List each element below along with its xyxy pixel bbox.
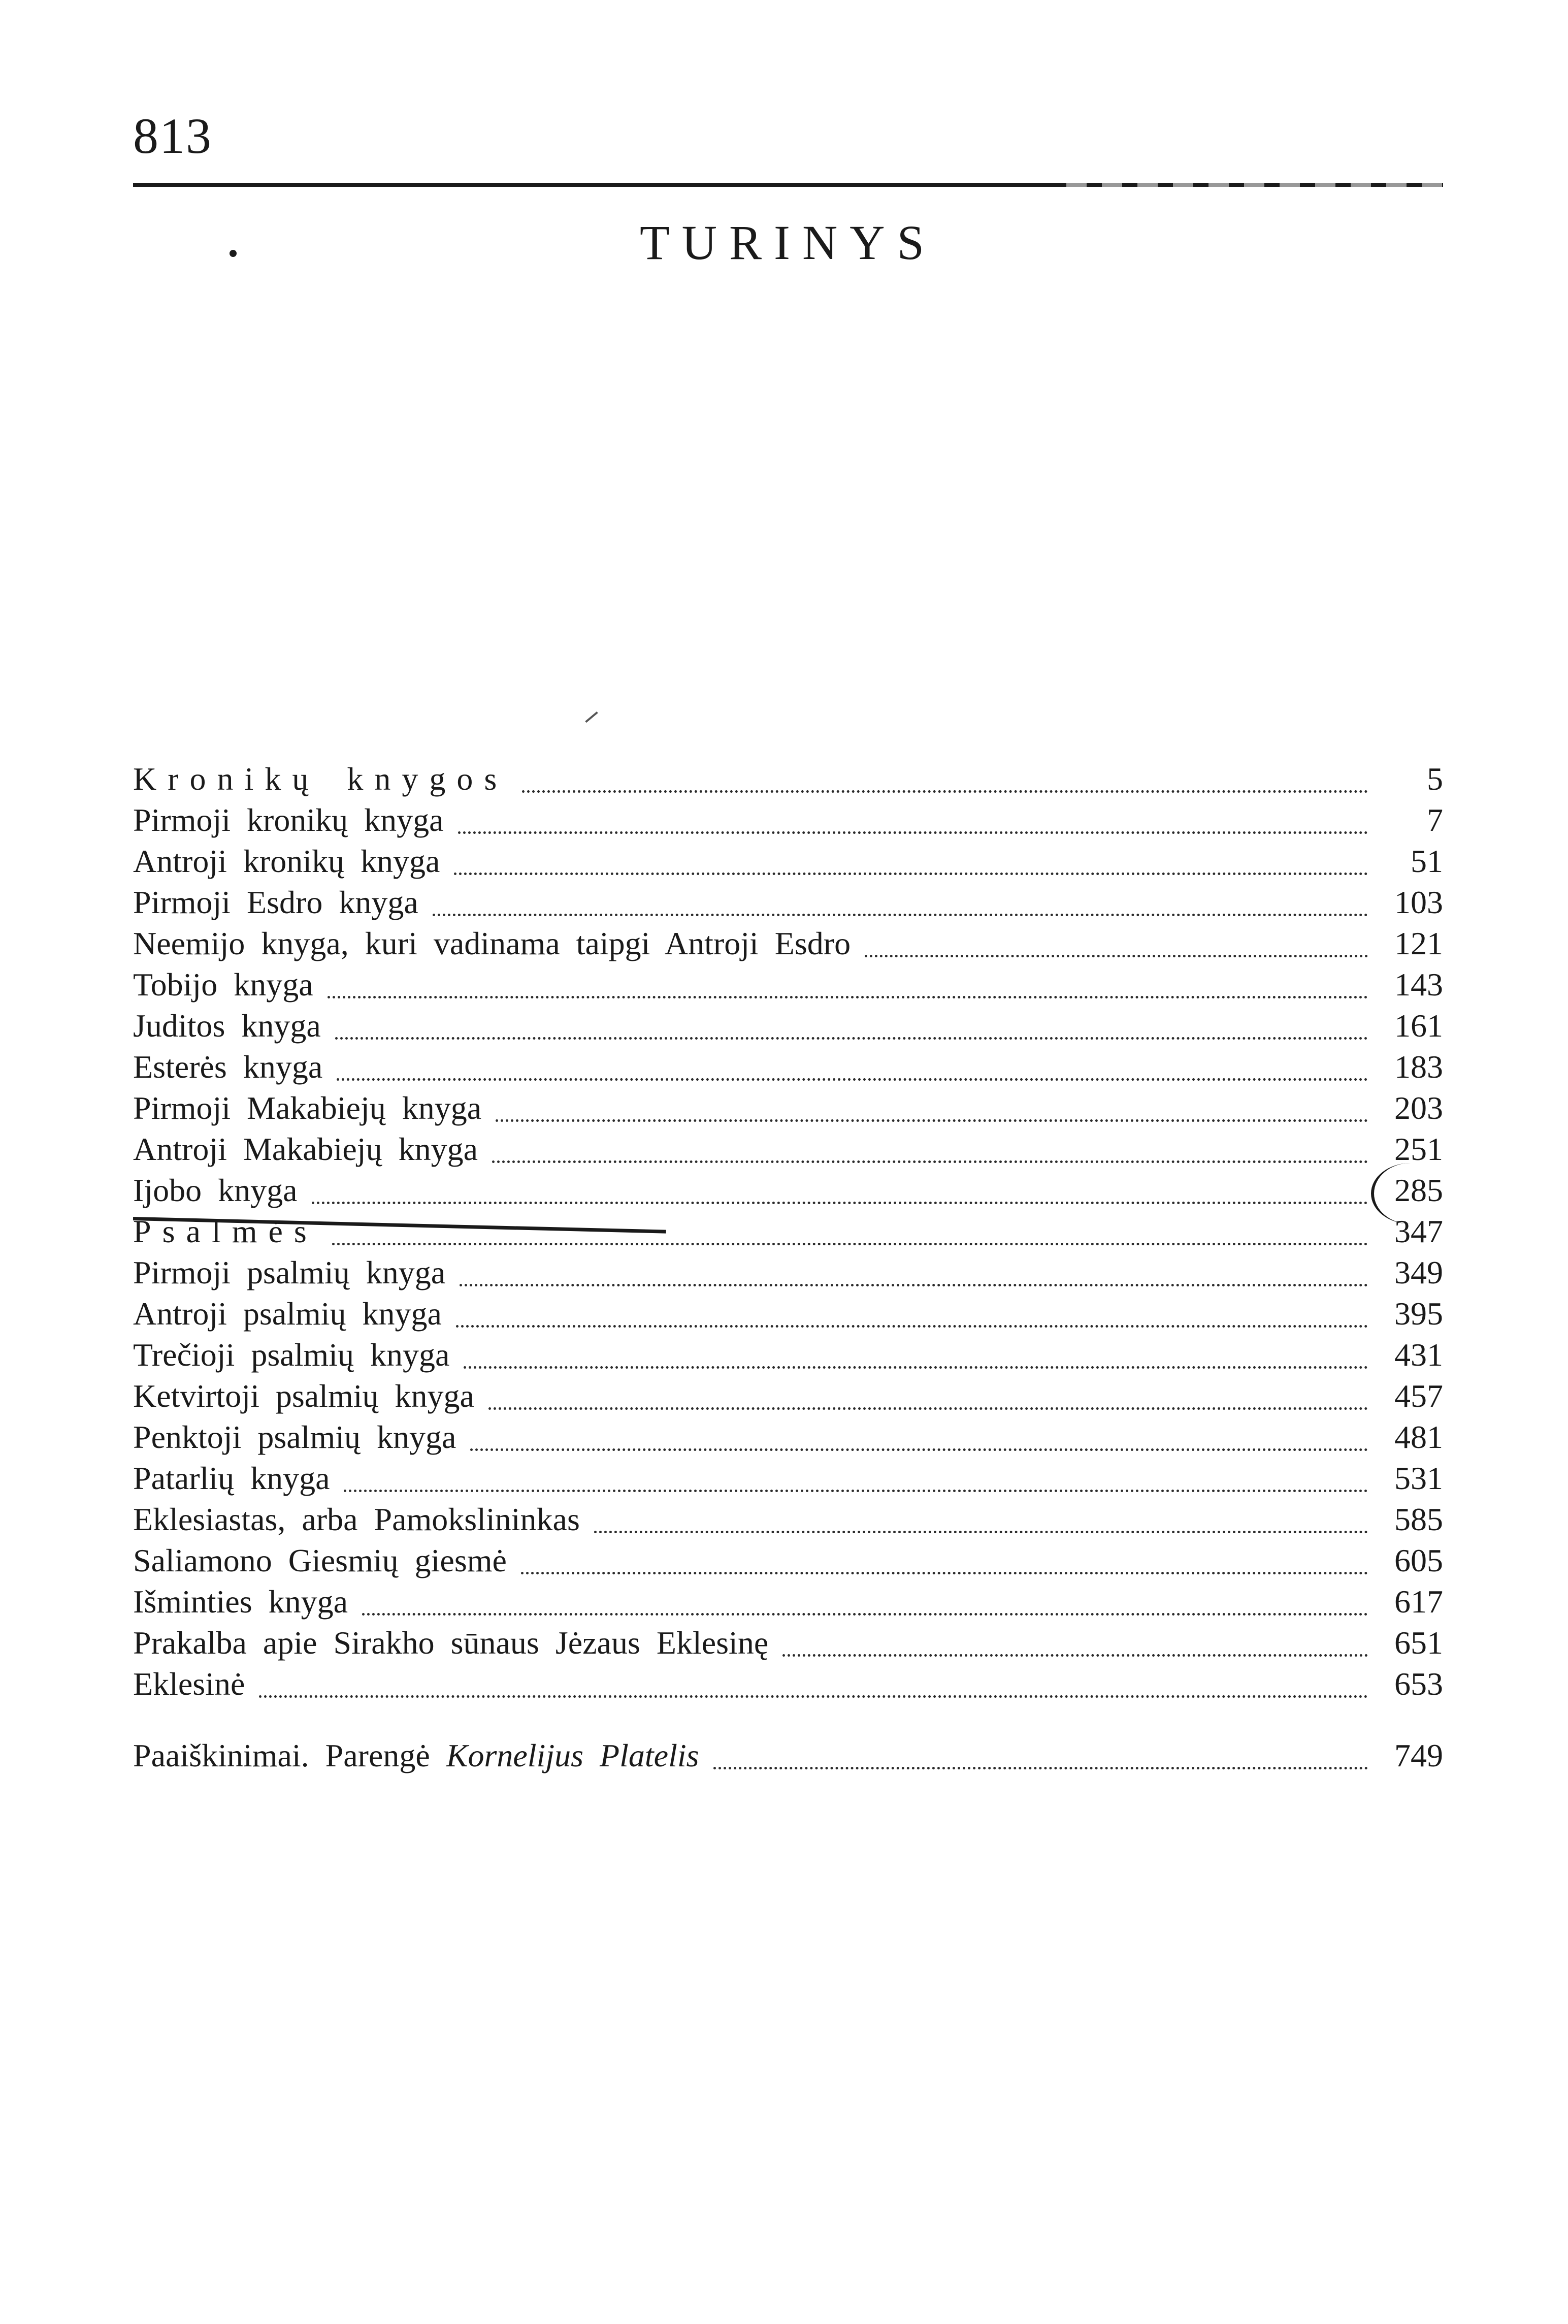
toc-entry[interactable] xyxy=(133,1621,1443,1662)
toc-entry-label: Pirmoji Esdro knyga xyxy=(133,884,418,920)
toc-entry-page: 395 xyxy=(1394,1296,1443,1332)
toc-entry[interactable] xyxy=(133,921,1443,962)
dot-leader xyxy=(454,873,1368,875)
toc-entry[interactable] xyxy=(133,1333,1443,1374)
dot-leader xyxy=(458,831,1368,834)
toc-entry-page: 749 xyxy=(1394,1737,1443,1773)
toc-entry-page: 605 xyxy=(1394,1542,1443,1578)
toc-entry-appendix[interactable] xyxy=(133,1733,1443,1774)
toc-entry-page: 121 xyxy=(1394,925,1443,961)
dot-leader xyxy=(470,1448,1368,1451)
toc-entry-page: 531 xyxy=(1394,1460,1443,1496)
dot-leader xyxy=(782,1654,1368,1657)
toc-entry[interactable] xyxy=(133,1168,1443,1209)
dot-leader xyxy=(312,1202,1368,1204)
toc-entry-psalmes[interactable] xyxy=(133,1209,1443,1250)
toc-entry-label: Antroji kronikų knyga xyxy=(133,843,440,879)
toc-entry[interactable] xyxy=(133,1045,1443,1086)
toc-entry-label: Tobijo knyga xyxy=(133,966,313,1003)
toc-entry-label: Esterės knyga xyxy=(133,1049,323,1085)
toc-entry[interactable] xyxy=(133,798,1443,839)
dot-leader xyxy=(865,955,1368,957)
toc-entry-label: Pirmoji psalmių knyga xyxy=(133,1254,446,1290)
toc-entry-kroniku-knygos[interactable] xyxy=(133,757,1443,798)
toc-entry[interactable] xyxy=(133,1579,1443,1621)
dot-leader xyxy=(496,1119,1368,1122)
toc-entry-label: Trečioji psalmių knyga xyxy=(133,1337,450,1373)
toc-entry-page: 457 xyxy=(1394,1378,1443,1414)
toc-entry-page: 347 xyxy=(1394,1213,1443,1249)
title-bullet xyxy=(230,250,237,257)
table-of-contents xyxy=(133,757,1443,1774)
dot-leader xyxy=(521,1572,1368,1574)
dot-leader xyxy=(332,1243,1368,1245)
toc-entry-label: Psalmės xyxy=(133,1213,318,1249)
toc-entry-page: 617 xyxy=(1394,1584,1443,1620)
toc-entry-page: 431 xyxy=(1394,1337,1443,1373)
toc-entry[interactable] xyxy=(133,1497,1443,1538)
toc-entry-label: Patarlių knyga xyxy=(133,1460,330,1496)
toc-entry-page: 251 xyxy=(1394,1131,1443,1167)
toc-entry[interactable] xyxy=(133,1538,1443,1579)
dot-leader xyxy=(488,1407,1368,1410)
dot-leader xyxy=(335,1037,1368,1040)
page-number: 813 xyxy=(133,108,212,164)
toc-entry[interactable] xyxy=(133,962,1443,1004)
toc-entry-page: 203 xyxy=(1394,1090,1443,1126)
toc-entry-page: 103 xyxy=(1394,884,1443,920)
toc-entry-page: 585 xyxy=(1394,1501,1443,1537)
toc-entry-page: 651 xyxy=(1394,1625,1443,1661)
toc-entry[interactable] xyxy=(133,1292,1443,1333)
dot-leader xyxy=(460,1284,1368,1286)
toc-entry[interactable] xyxy=(133,1456,1443,1497)
toc-entry-label: Ijobo knyga xyxy=(133,1172,298,1208)
dot-leader xyxy=(464,1366,1368,1369)
toc-entry-page: 653 xyxy=(1394,1666,1443,1702)
toc-entry-label: Kronikų knygos xyxy=(133,761,508,797)
toc-entry-label: Neemijo knyga, kuri vadinama taipgi Antroji Esdro xyxy=(133,925,851,961)
toc-entry-label: Eklesiastas, arba Pamokslininkas xyxy=(133,1501,580,1537)
section-gap xyxy=(133,1703,1443,1733)
dot-leader xyxy=(344,1490,1368,1492)
dot-leader xyxy=(328,996,1368,998)
toc-entry-page: 161 xyxy=(1394,1008,1443,1044)
dot-leader xyxy=(522,790,1368,793)
toc-entry-page: 183 xyxy=(1394,1049,1443,1085)
dot-leader xyxy=(456,1325,1368,1328)
dot-leader xyxy=(362,1613,1368,1616)
stray-mark xyxy=(585,712,598,723)
toc-entry-label xyxy=(133,1737,699,1774)
toc-entry-label: Eklesinė xyxy=(133,1666,245,1702)
toc-entry-label: Antroji psalmių knyga xyxy=(133,1296,442,1332)
toc-entry[interactable] xyxy=(133,1004,1443,1045)
dot-leader xyxy=(492,1160,1368,1163)
dot-leader xyxy=(594,1531,1368,1533)
toc-entry-label: Ketvirtoji psalmių knyga xyxy=(133,1378,474,1414)
toc-entry-label: Antroji Makabiejų knyga xyxy=(133,1131,478,1167)
toc-entry-label: Pirmoji kronikų knyga xyxy=(133,802,444,838)
toc-entry-label: Juditos knyga xyxy=(133,1008,321,1044)
toc-entry[interactable] xyxy=(133,1086,1443,1127)
dot-leader xyxy=(713,1767,1368,1769)
dot-leader xyxy=(433,914,1368,916)
toc-entry-page: 7 xyxy=(1427,802,1443,838)
toc-entry-label: Pirmoji Makabiejų knyga xyxy=(133,1090,482,1126)
toc-entry[interactable] xyxy=(133,880,1443,921)
toc-entry-page: 481 xyxy=(1394,1419,1443,1455)
toc-entry[interactable] xyxy=(133,1415,1443,1456)
toc-entry-page: 349 xyxy=(1394,1254,1443,1290)
toc-entry[interactable] xyxy=(133,839,1443,880)
header-rule-fade xyxy=(1066,183,1443,187)
toc-entry-page: 5 xyxy=(1427,761,1443,797)
toc-entry-label: Išminties knyga xyxy=(133,1584,348,1620)
toc-entry[interactable] xyxy=(133,1662,1443,1703)
toc-entry-label: Saliamono Giesmių giesmė xyxy=(133,1542,507,1578)
toc-entry-label: Penktoji psalmių knyga xyxy=(133,1419,456,1455)
dot-leader xyxy=(337,1078,1368,1081)
appendix-prefix: Paaiškinimai. Parengė xyxy=(133,1737,430,1773)
toc-entry-label: Prakalba apie Sirakho sūnaus Jėzaus Eklesinę xyxy=(133,1625,769,1661)
appendix-author: Kornelijus Platelis xyxy=(446,1737,699,1773)
toc-entry-page: 51 xyxy=(1411,843,1443,879)
page-title: TURINYS xyxy=(640,215,937,270)
toc-entry-page: 285 xyxy=(1394,1172,1443,1208)
toc-entry-page: 143 xyxy=(1394,966,1443,1003)
toc-entry[interactable] xyxy=(133,1374,1443,1415)
pencil-circle xyxy=(1371,1163,1450,1224)
toc-entry[interactable] xyxy=(133,1127,1443,1168)
toc-entry[interactable] xyxy=(133,1250,1443,1292)
dot-leader xyxy=(259,1695,1368,1698)
